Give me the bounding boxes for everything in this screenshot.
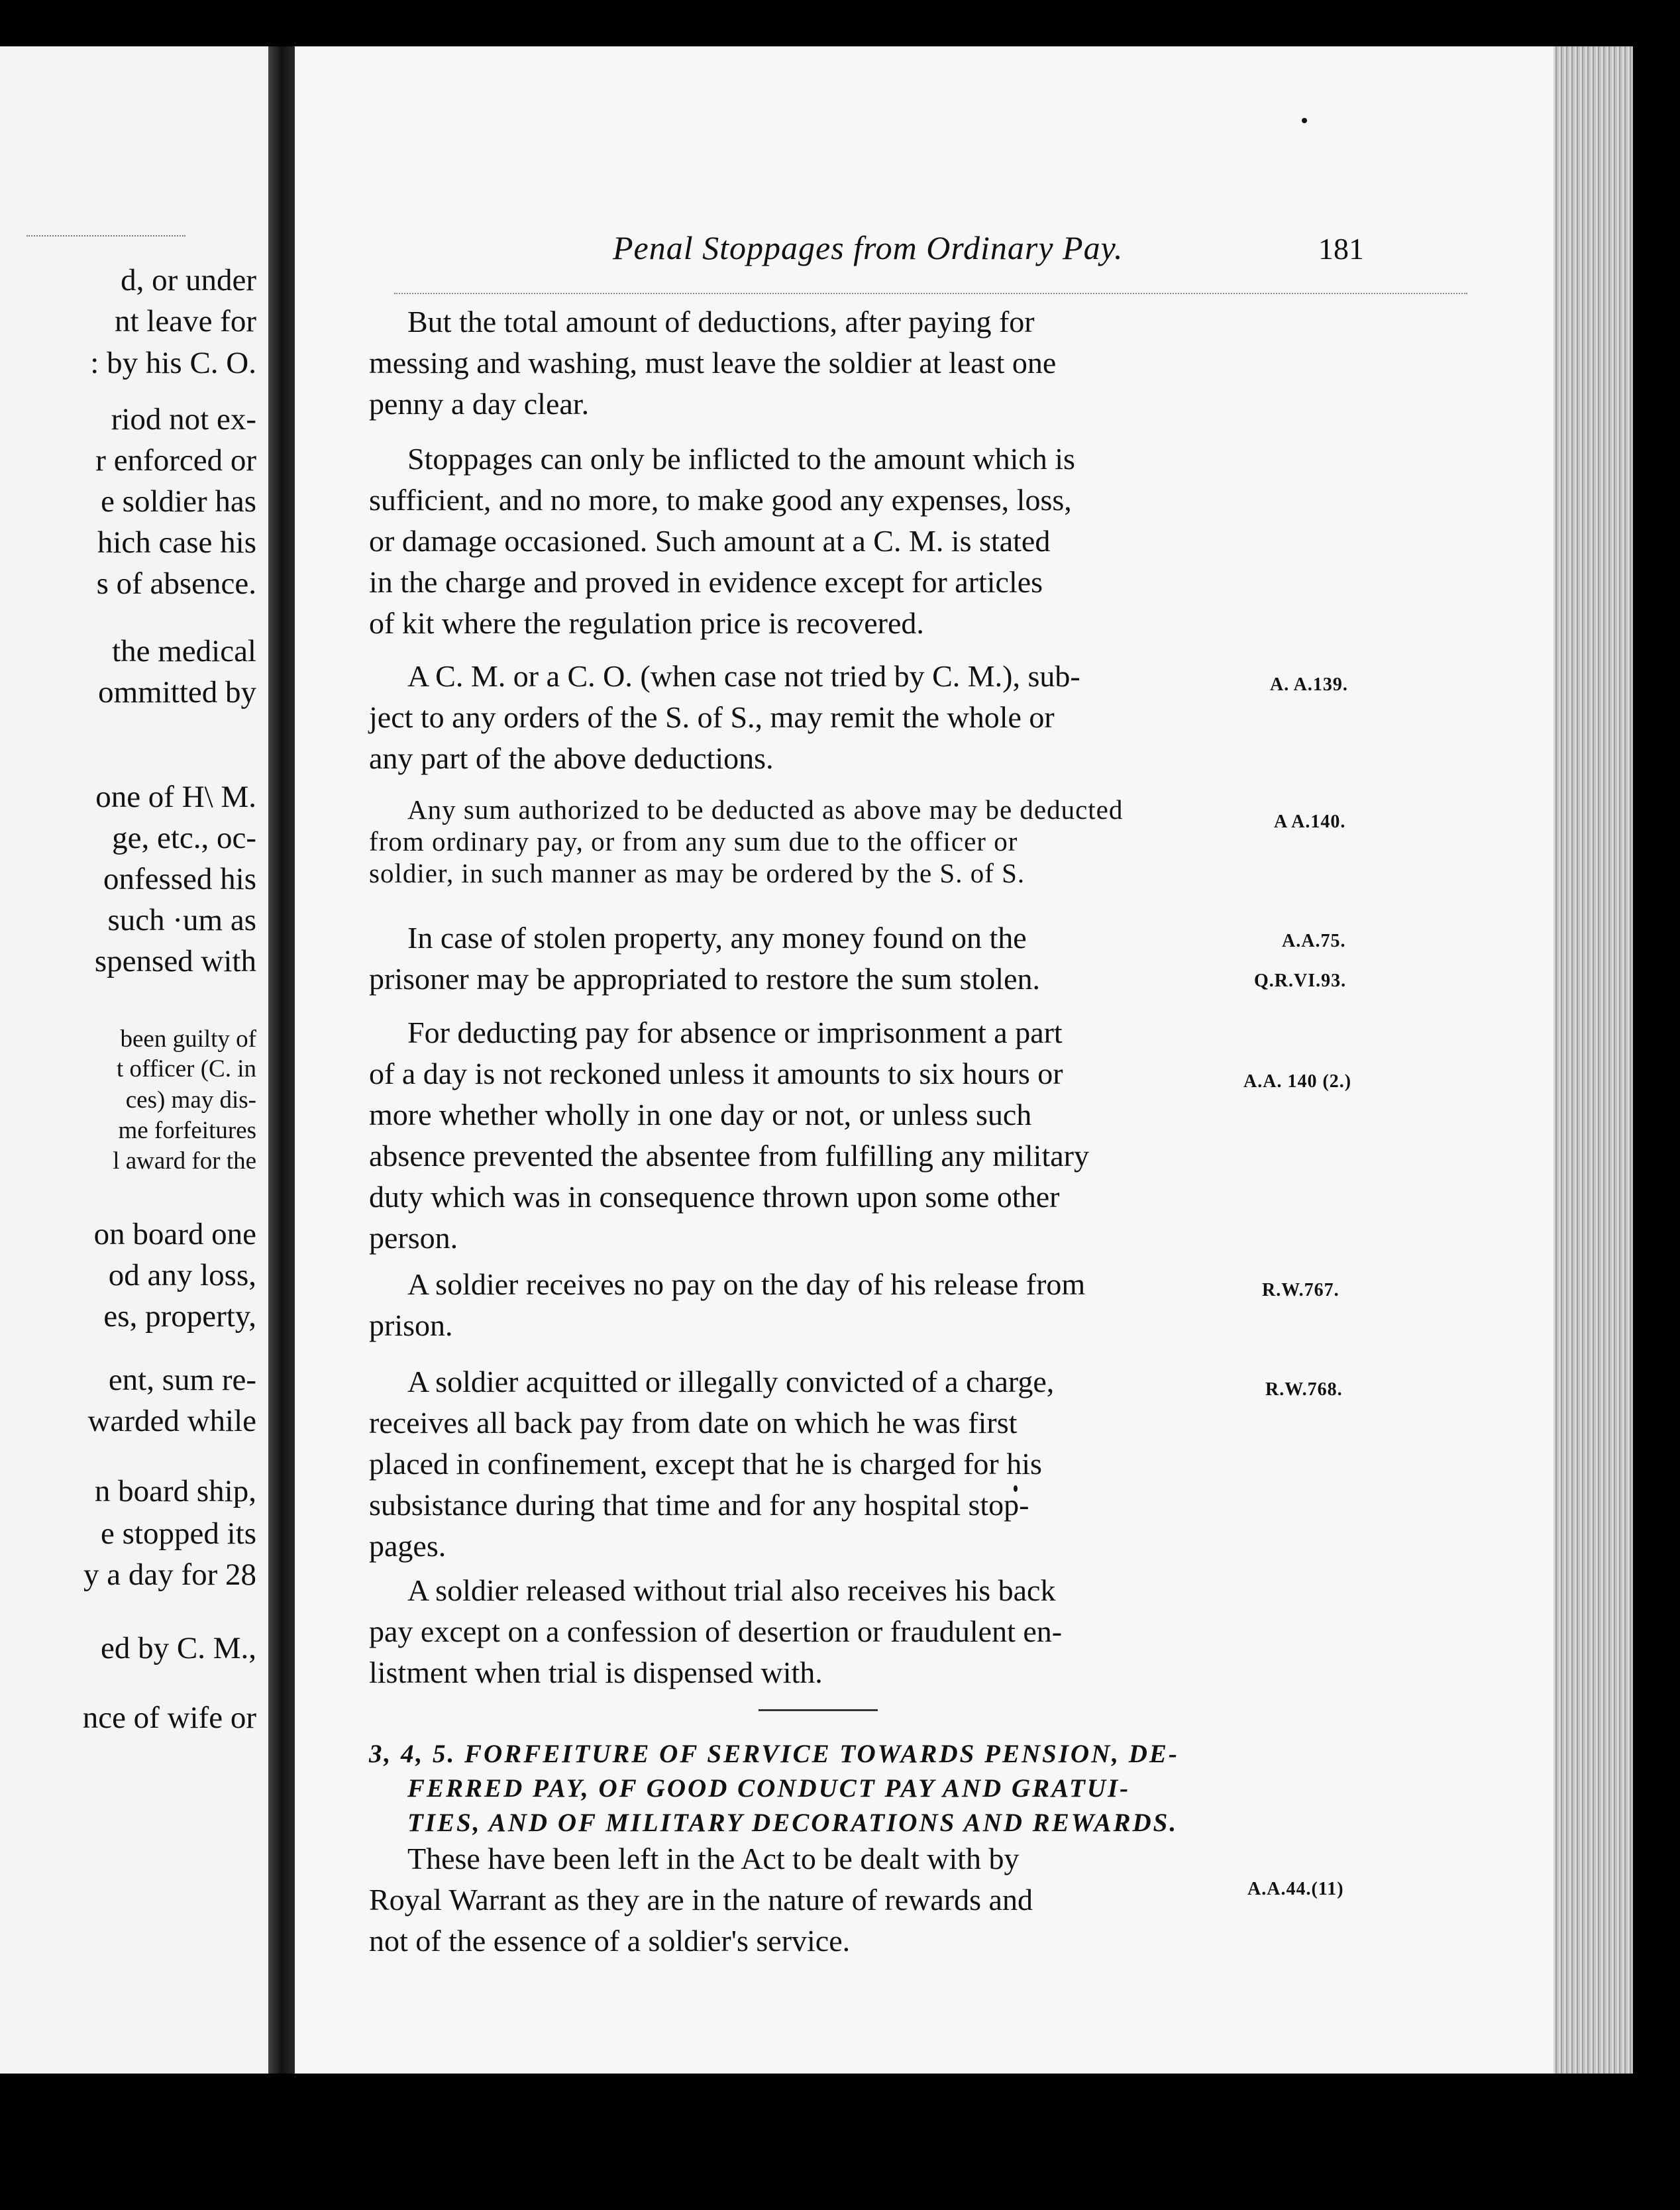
paragraph <box>369 794 1548 889</box>
text-line: from ordinary pay, or from any sum due to the officer or <box>369 826 1018 857</box>
right-page <box>295 46 1560 2074</box>
text-line: For deducting pay for absence or imprisonment a part <box>407 1016 1063 1049</box>
margin-reference: A. A.139. <box>1270 674 1348 695</box>
left-page-line: : by his C. O. <box>90 346 256 380</box>
page-edges <box>1553 46 1633 2074</box>
left-page-line: od any loss, <box>108 1258 256 1292</box>
left-page-line: such ·um as <box>107 903 256 937</box>
paragraph <box>369 918 1548 1000</box>
text-line: or damage occasioned. Such amount at a C. M. is stated <box>369 524 1051 558</box>
paragraph <box>369 1361 1548 1567</box>
text-line: not of the essence of a soldier's service. <box>369 1924 851 1958</box>
text-line: pay except on a confession of desertion or fraudulent en- <box>369 1614 1063 1648</box>
paragraph <box>369 439 1548 644</box>
text-line: A soldier released without trial also receives his back <box>407 1573 1056 1607</box>
text-line: listment when trial is dispensed with. <box>369 1656 823 1689</box>
left-page-line: spensed with <box>94 944 256 978</box>
text-line: messing and washing, must leave the soldier at least one <box>369 346 1057 380</box>
text-line: But the total amount of deductions, after paying for <box>407 305 1035 339</box>
left-page-line: the medical <box>112 634 256 668</box>
paragraph <box>369 1570 1548 1693</box>
left-page-line: l award for the <box>113 1147 256 1175</box>
text-line: person. <box>369 1221 458 1255</box>
left-page-line: ommitted by <box>98 675 256 710</box>
text-line: soldier, in such manner as may be ordered by the S. of S. <box>369 858 1025 888</box>
left-page-line: r enforced or <box>95 443 256 478</box>
text-line: penny a day clear. <box>369 387 590 421</box>
left-page-line: one of H\ M. <box>95 780 256 814</box>
paragraph <box>369 301 1548 425</box>
header-rule <box>394 293 1467 294</box>
book-gutter <box>268 46 295 2074</box>
left-page-line: e stopped its <box>101 1516 256 1551</box>
text-line: duty which was in consequence thrown upon some other <box>369 1180 1060 1214</box>
text-line: TIES, AND OF MILITARY DECORATIONS AND REWARDS. <box>407 1809 1179 1837</box>
left-page-line: ent, sum re- <box>108 1363 256 1397</box>
margin-reference: A.A.44.(11) <box>1247 1879 1344 1899</box>
text-line: sufficient, and no more, to make good any expenses, loss, <box>369 483 1072 517</box>
text-line: prisoner may be appropriated to restore the sum stolen. <box>369 962 1040 996</box>
text-line: These have been left in the Act to be dealt with by <box>407 1842 1020 1875</box>
text-line: FERRED PAY, OF GOOD CONDUCT PAY AND GRATUI- <box>407 1774 1131 1803</box>
left-page-line: on board one <box>93 1217 256 1251</box>
paragraph <box>369 656 1548 779</box>
text-line: A soldier acquitted or illegally convicted of a charge, <box>407 1365 1055 1398</box>
page-number: 181 <box>1318 232 1364 266</box>
text-line: subsistance during that time and for any hospital stop- <box>369 1488 1029 1522</box>
margin-reference: R.W.767. <box>1262 1280 1339 1300</box>
left-page-line: riod not ex- <box>111 402 256 437</box>
margin-reference: A.A. 140 (2.) <box>1243 1071 1352 1092</box>
section-heading <box>369 1737 1548 1840</box>
text-line: A soldier receives no pay on the day of his release from <box>407 1267 1086 1301</box>
left-page-line: ces) may dis- <box>125 1086 256 1114</box>
text-line: Stoppages can only be inflicted to the amount which is <box>407 442 1075 476</box>
paragraph <box>369 1264 1548 1346</box>
section-rule <box>759 1709 878 1711</box>
margin-reference: A A.140. <box>1274 812 1346 832</box>
paragraph <box>369 1838 1548 1962</box>
left-page-line: n board ship, <box>94 1474 256 1508</box>
margin-reference: R.W.768. <box>1265 1379 1343 1400</box>
text-line: ject to any orders of the S. of S., may remit the whole or <box>369 700 1055 734</box>
ink-speck <box>1302 118 1307 123</box>
page-header <box>295 229 1560 275</box>
left-header-rule <box>26 235 185 237</box>
text-line: placed in confinement, except that he is charged for his <box>369 1447 1042 1481</box>
left-page-line: warded while <box>87 1404 256 1438</box>
text-line: in the charge and proved in evidence except for articles <box>369 565 1043 599</box>
left-page-line: onfessed his <box>103 862 256 896</box>
text-line: prison. <box>369 1308 453 1342</box>
text-line: 3, 4, 5. FORFEITURE OF SERVICE TOWARDS PENSION, DE- <box>369 1740 1179 1768</box>
text-line: Any sum authorized to be deducted as above may be deducted <box>407 794 1124 825</box>
left-page-line: e soldier has <box>101 484 256 519</box>
text-line: A C. M. or a C. O. (when case not tried by C. M.), sub- <box>407 659 1080 693</box>
text-line: of a day is not reckoned unless it amounts to six hours or <box>369 1057 1063 1090</box>
left-page-line: been guilty of <box>120 1026 256 1053</box>
left-page <box>0 46 268 2074</box>
left-page-line: d, or under <box>121 263 256 297</box>
left-page-line: es, property, <box>103 1299 256 1334</box>
paragraph <box>369 1012 1548 1259</box>
left-page-line: me forfeitures <box>118 1117 256 1144</box>
left-page-line: nt leave for <box>114 304 256 339</box>
running-head: Penal Stoppages from Ordinary Pay. <box>613 229 1124 266</box>
left-page-line: t officer (C. in <box>117 1055 256 1082</box>
left-page-line: y a day for 28 <box>83 1557 256 1592</box>
left-page-line: nce of wife or <box>82 1701 256 1735</box>
text-line: any part of the above deductions. <box>369 741 774 775</box>
text-line: of kit where the regulation price is recovered. <box>369 606 924 640</box>
text-line: receives all back pay from date on which he was first <box>369 1406 1018 1440</box>
text-line: more whether wholly in one day or not, or unless such <box>369 1098 1032 1131</box>
margin-reference: Q.R.VI.93. <box>1254 971 1347 991</box>
left-page-line: s of absence. <box>96 566 256 601</box>
text-line: absence prevented the absentee from fulfilling any military <box>369 1139 1089 1173</box>
text-line: In case of stolen property, any money found on the <box>407 921 1027 955</box>
text-line: Royal Warrant as they are in the nature of rewards and <box>369 1883 1033 1917</box>
margin-reference: A.A.75. <box>1282 931 1346 951</box>
left-page-line: hich case his <box>97 525 256 560</box>
left-page-line: ge, etc., oc- <box>112 821 256 855</box>
text-line: pages. <box>369 1529 446 1563</box>
left-page-line: ed by C. M., <box>101 1631 256 1665</box>
